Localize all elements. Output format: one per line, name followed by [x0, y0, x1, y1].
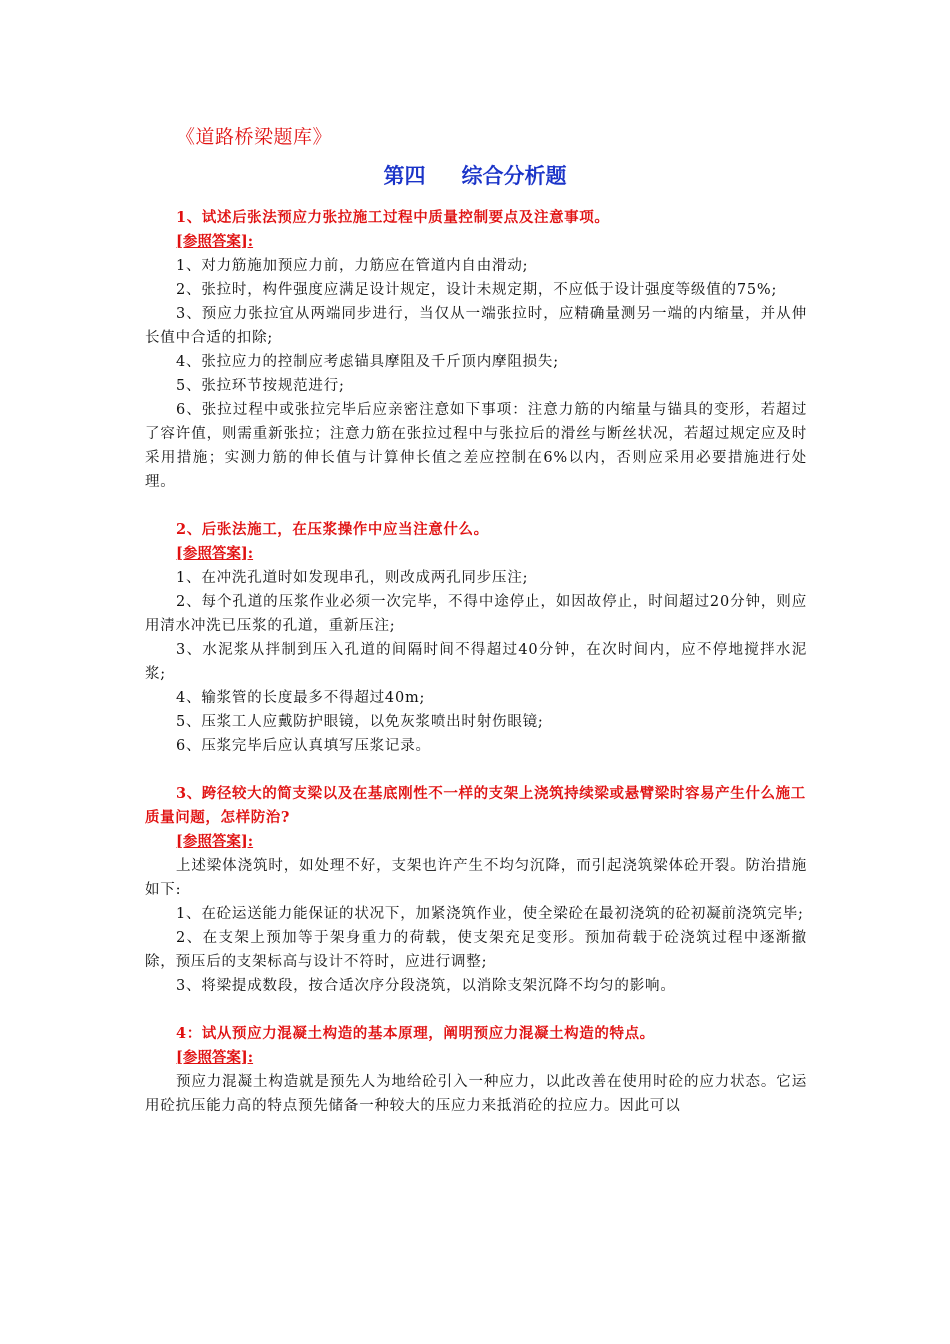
answer-paragraph: 1、在冲洗孔道时如发现串孔，则改成两孔同步压注;	[176, 570, 529, 586]
answer-paragraph: 上述梁体浇筑时，如处理不好，支架也许产生不均匀沉降，而引起浇筑梁体砼开裂。防治措施如下:	[145, 858, 807, 898]
question-heading: 4：试从预应力混凝土构造的基本原理，阐明预应力混凝土构造的特点。	[176, 1025, 655, 1042]
answer-paragraph: 2、在支架上预加等于架身重力的荷载，使支架充足变形。预加荷载于砼浇筑过程中逐渐撤除，预压后的支架标高与设计不符时，应进行调整;	[145, 930, 807, 970]
document-body	[145, 206, 807, 1118]
question-section	[145, 1022, 807, 1118]
chapter-heading	[0, 160, 950, 190]
answer-paragraph: 5、压浆工人应戴防护眼镜，以免灰浆喷出时射伤眼镜;	[176, 714, 544, 730]
answer-paragraph: 1、在砼运送能力能保证的状况下，加紧浇筑作业，使全梁砼在最初浇筑的砼初凝前浇筑完毕;	[176, 906, 804, 922]
answer-paragraph: 预应力混凝土构造就是预先人为地给砼引入一种应力，以此改善在使用时砼的应力状态。它运用砼抗压能力高的特点预先储备一种较大的压应力来抵消砼的拉应力。因此可以	[145, 1074, 807, 1114]
answer-paragraph: 1、对力筋施加预应力前，力筋应在管道内自由滑动;	[176, 258, 529, 274]
answer-paragraph: 3、将梁提成数段，按合适次序分段浇筑，以消除支架沉降不均匀的影响。	[176, 978, 676, 994]
answer-paragraph: 3、预应力张拉宜从两端同步进行，当仅从一端张拉时，应精确量测另一端的内缩量，并从伸长值中合适的扣除;	[145, 306, 807, 346]
answer-paragraph: 2、每个孔道的压浆作业必须一次完毕，不得中途停止，如因故停止，时间超过20分钟，则应用清水冲洗已压浆的孔道，重新压注;	[145, 594, 807, 634]
answer-label: [参照答案]:	[176, 833, 254, 850]
chapter-title: 综合分析题	[461, 163, 567, 188]
question-section	[145, 518, 807, 758]
answer-label: [参照答案]:	[176, 233, 254, 250]
answer-paragraph: 5、张拉环节按规范进行;	[176, 378, 345, 394]
answer-label: [参照答案]:	[176, 1049, 254, 1066]
answer-paragraph: 3、水泥浆从拌制到压入孔道的间隔时间不得超过40分钟，在次时间内，应不停地搅拌水泥浆;	[145, 642, 807, 682]
answer-label: [参照答案]:	[176, 545, 254, 562]
question-heading: 2、后张法施工，在压浆操作中应当注意什么。	[176, 521, 489, 538]
answer-paragraph: 6、压浆完毕后应认真填写压浆记录。	[176, 738, 431, 754]
answer-paragraph: 4、输浆管的长度最多不得超过40m;	[176, 690, 426, 706]
answer-paragraph: 4、张拉应力的控制应考虑锚具摩阻及千斤顶内摩阻损失;	[176, 354, 559, 370]
question-heading: 3、跨径较大的简支梁以及在基底刚性不一样的支架上浇筑持续梁或悬臂梁时容易产生什么施工质量问题，怎样防治?	[145, 785, 806, 826]
document-title: 《道路桥梁题库》	[176, 126, 333, 148]
question-section	[145, 782, 807, 998]
answer-paragraph: 6、张拉过程中或张拉完毕后应亲密注意如下事项：注意力筋的内缩量与锚具的变形，若超过了容许值，则需重新张拉；注意力筋在张拉过程中与张拉后的滑丝与断丝状况，若超过规定应及时采用措施；实测力筋的伸长值与计算伸长值之差应控制在6%以内，否则应采用必要措施进行处理。	[145, 402, 807, 490]
answer-paragraph: 2、张拉时，构件强度应满足设计规定，设计未规定期，不应低于设计强度等级值的75%;	[176, 282, 778, 298]
chapter-number: 第四	[383, 163, 426, 188]
question-heading: 1、试述后张法预应力张拉施工过程中质量控制要点及注意事项。	[176, 209, 610, 226]
question-section	[145, 206, 807, 494]
